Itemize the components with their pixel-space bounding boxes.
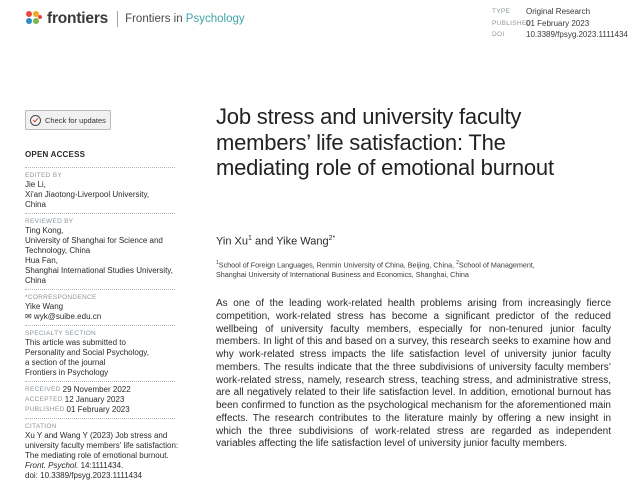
divider — [25, 213, 175, 214]
correspondence-label: *CORRESPONDENCE — [25, 294, 97, 301]
check-updates-label: Check for updates — [45, 115, 106, 125]
divider — [25, 418, 175, 419]
frontiers-header — [26, 10, 245, 28]
specialty-line: Frontiers in Psychology — [25, 368, 109, 377]
editor-line: Xi'an Jiaotong-Liverpool University, — [25, 190, 150, 199]
divider — [25, 289, 175, 290]
reviewer-line: Technology, China — [25, 246, 91, 255]
citation-label: CITATION — [25, 423, 57, 430]
article-meta — [492, 6, 628, 41]
accepted-date: ACCEPTED 12 January 2023 — [25, 395, 125, 404]
author-affiliations: $^1$School of Foreign Languages, Renmin University of China, Beijing, China, $^2$School of Management, Shanghai University of International Business and Economics, Shanghai, China — [216, 260, 535, 280]
editor-line: Jie Li, — [25, 180, 46, 189]
reviewer-line: Shanghai International Studies University, — [25, 266, 173, 275]
divider — [25, 381, 175, 382]
check-updates-icon — [30, 115, 41, 126]
reviewed-by-label: REVIEWED BY — [25, 218, 74, 225]
specialty-line: a section of the journal — [25, 358, 106, 367]
specialty-line: This article was submitted to — [25, 338, 126, 347]
journal-name: Frontiers in Psychology — [125, 13, 245, 25]
author-name[interactable]: Yike Wang — [276, 235, 329, 248]
citation-journal: Front. Psychol. 14:1111434. — [25, 461, 124, 470]
frontiers-logo-icon — [26, 11, 42, 27]
reviewer-line: China — [25, 276, 46, 285]
citation-line: university faculty members' life satisfaction: — [25, 441, 179, 450]
divider — [25, 325, 175, 326]
specialty-section-label: SPECIALTY SECTION — [25, 330, 96, 337]
logo-divider — [117, 11, 118, 27]
specialty-line: Personality and Social Psychology, — [25, 348, 149, 357]
article-sidebar — [25, 150, 185, 481]
published-date: PUBLISHED 01 February 2023 — [25, 405, 130, 414]
correspondence-name: Yike Wang — [25, 302, 64, 311]
divider — [25, 167, 175, 168]
meta-published: PUBLISHED 01 February 2023 — [492, 18, 590, 28]
check-for-updates-button[interactable] — [25, 110, 111, 130]
edited-by-label: EDITED BY — [25, 172, 63, 179]
citation-line: Xu Y and Wang Y (2023) Job stress and — [25, 431, 168, 440]
open-access-label: OPEN ACCESS — [25, 150, 86, 159]
meta-doi: DOI 10.3389/fpsyg.2023.1111434 — [492, 30, 628, 39]
correspondence-email-link[interactable]: ✉ wyk@suibe.edu.cn — [25, 312, 102, 321]
author-name[interactable]: Yin Xu — [216, 235, 249, 248]
reviewer-line: Ting Kong, — [25, 226, 64, 235]
article-dates — [25, 385, 185, 415]
reviewer-line: University of Shanghai for Science and — [25, 236, 163, 245]
citation-doi-link[interactable]: doi: 10.3389/fpsyg.2023.1111434 — [25, 471, 142, 480]
meta-type: TYPE Original Research — [492, 7, 591, 16]
reviewer-line: Hua Fan, — [25, 256, 58, 265]
received-date: RECEIVED 29 November 2022 — [25, 385, 131, 394]
author-list: Yin Xu$^1$ and Yike Wang$^{2*}$ — [216, 235, 336, 248]
article-title: Job stress and university faculty members’ life satisfaction: The mediating role of emotional burnout — [216, 104, 554, 180]
editor-line: China — [25, 200, 46, 209]
citation-line: The mediating role of emotional burnout. — [25, 451, 169, 460]
logo-text: frontiers — [47, 10, 109, 27]
abstract-text: As one of the leading work-related health problems arising from increasingly fierce competition, work-related stress has become a significant predictor of the reduced wellbeing of university faculty members, especially for non-tenured junior faculty members. In light of this and based on a survey, this research seeks to examine how and why work-related stress impacts the life satisfaction level of university junior faculty members. The results indicate that the three subdivisions of university faculty members’ work-related stress, namely, research stress, teaching stress, and administrative stress, are all negatively related to their life satisfaction level. In addition, emotional burnout has been confirmed to function as the psychological mechanism for the aforementioned main effects. The research contributes to the literature mainly by offering a new insight in which the three subdivisions of work-related stress are regarded as independent variables affecting the life satisfaction level of university junior faculty members. — [216, 298, 611, 450]
